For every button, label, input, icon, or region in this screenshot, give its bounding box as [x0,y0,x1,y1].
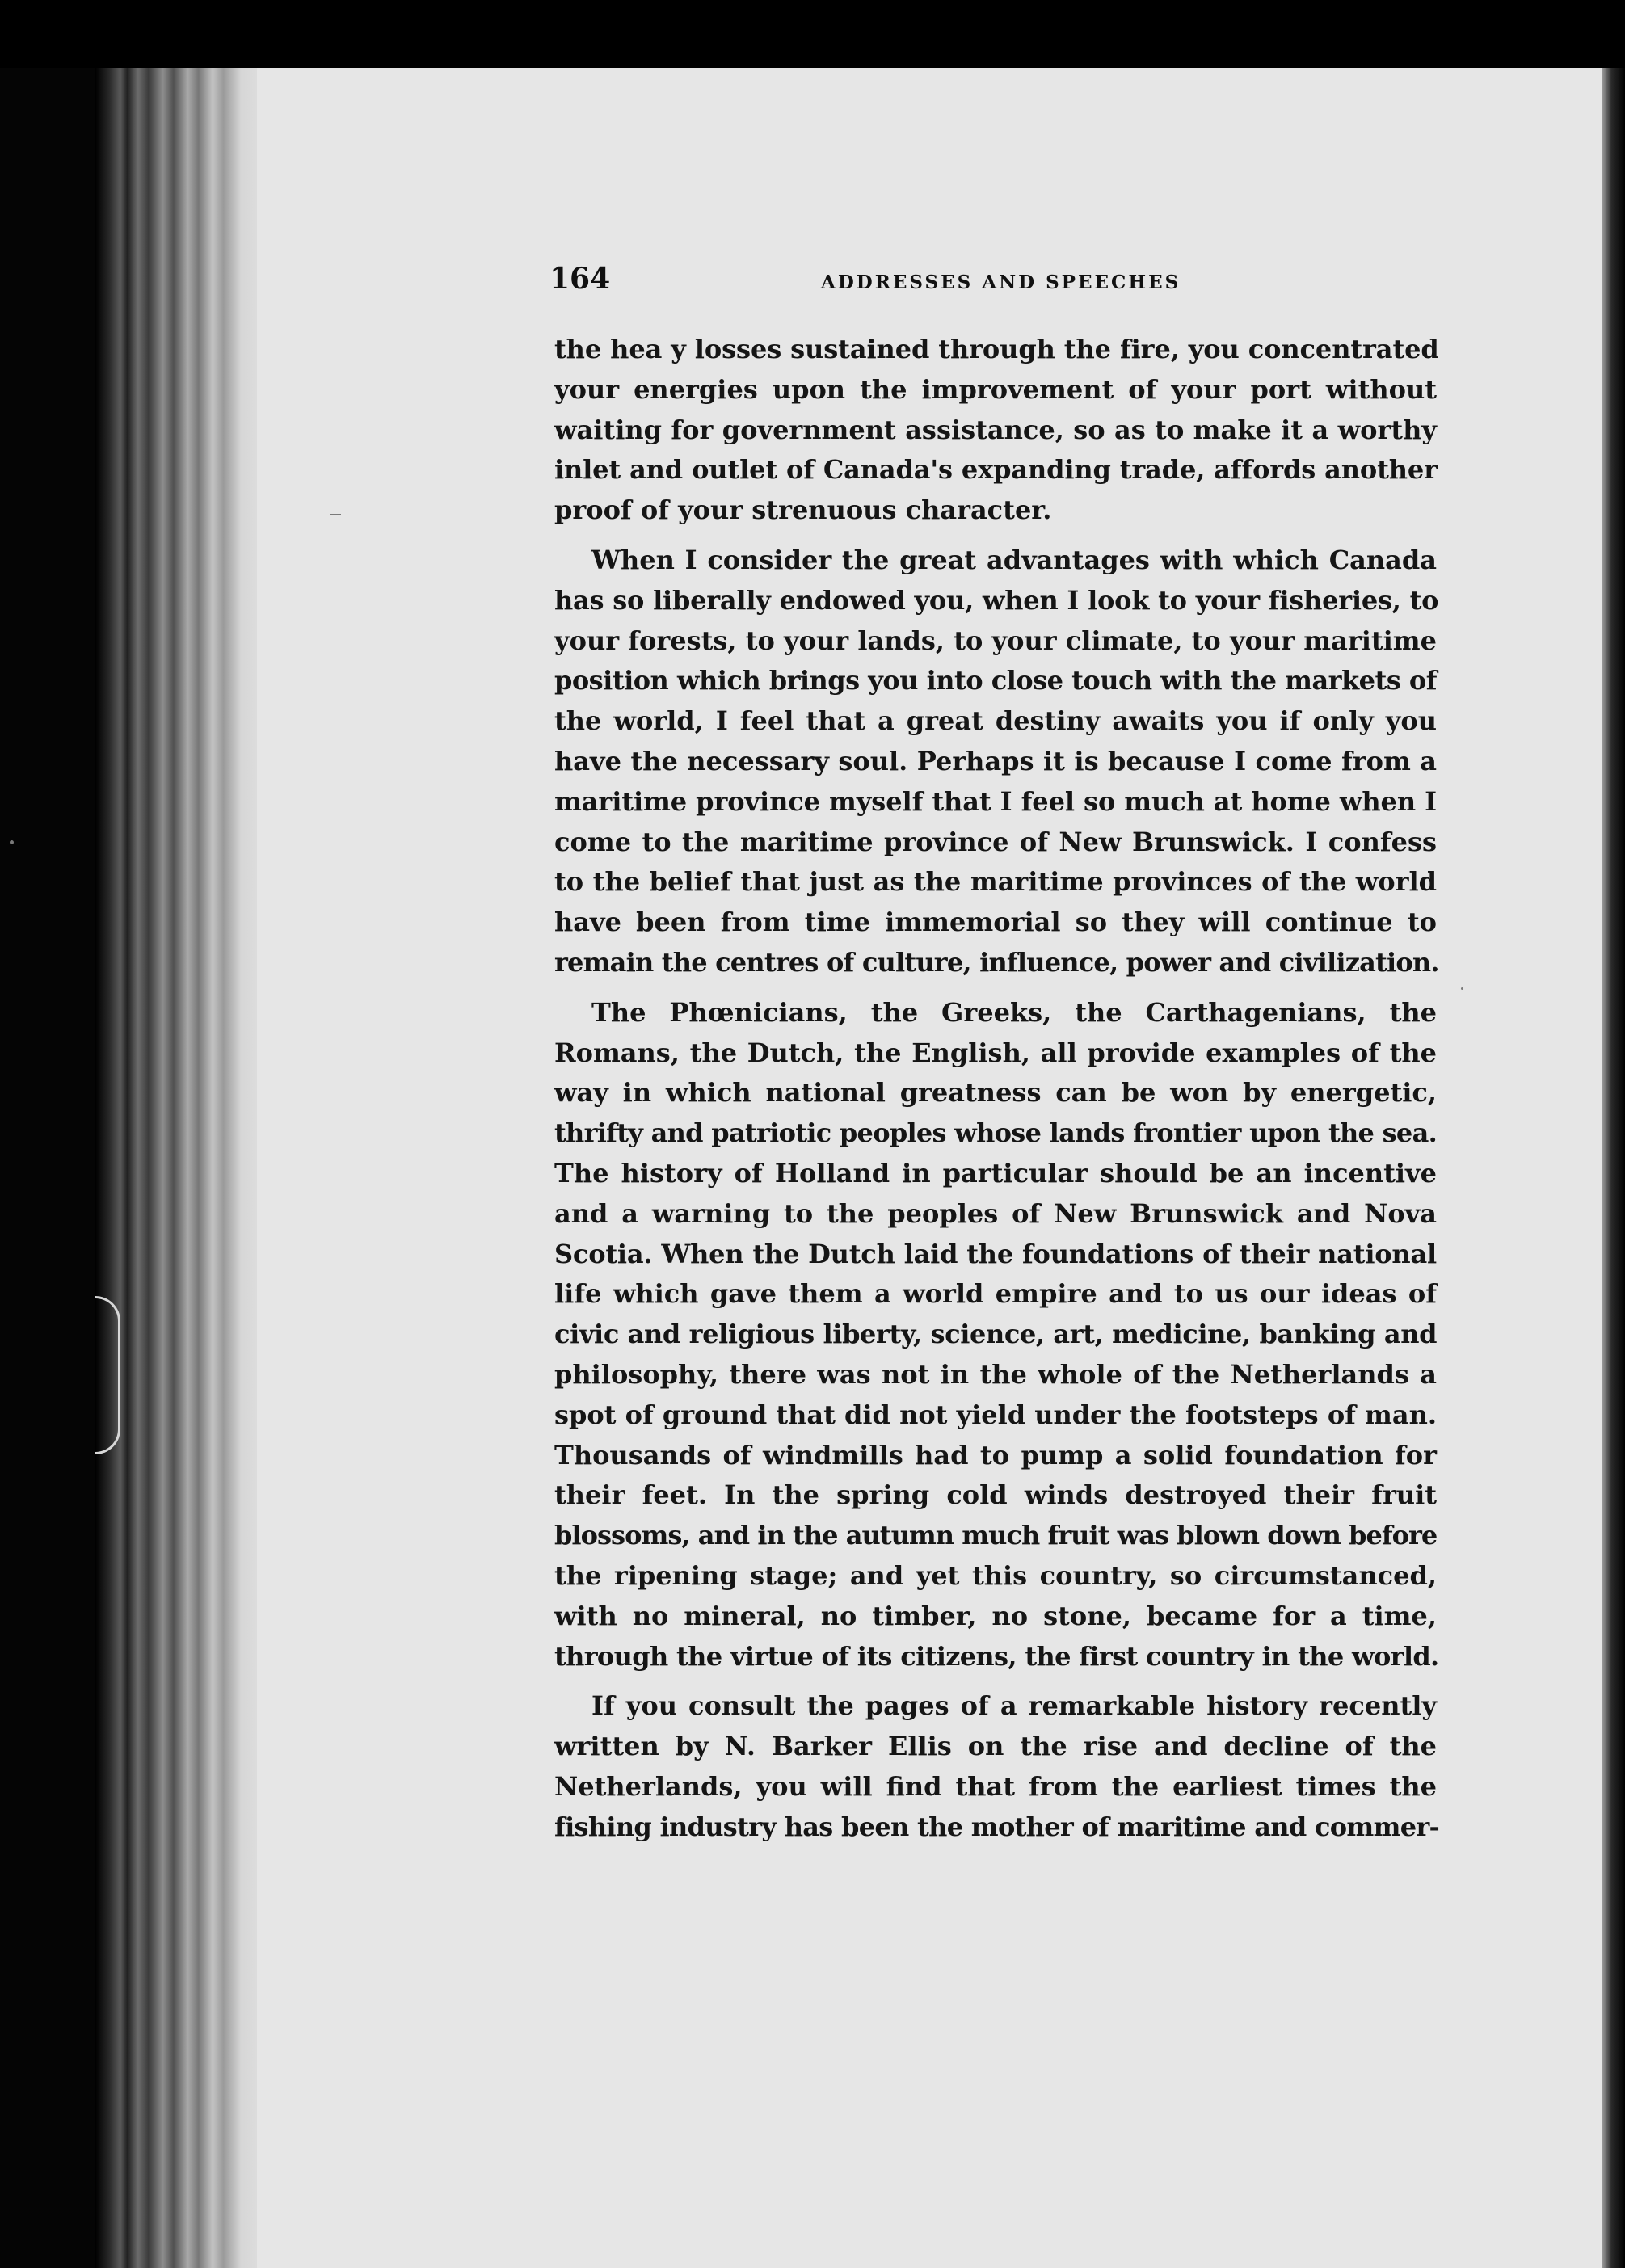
paragraph [554,330,1437,531]
text-line: Netherlands, you will find that from the earliest times the [554,1770,1437,1802]
running-head: ADDRESSES AND SPEECHES [821,271,1181,293]
text-line: your forests, to your lands, to your climate, to your maritime [554,625,1437,656]
paragraph [554,1686,1440,1847]
text-line: civic and religious liberty, science, art, medicine, banking and [554,1319,1438,1350]
text-line: spot of ground that did not yield under the footsteps of man. [554,1399,1437,1430]
page-header [549,262,1438,299]
text-line: Romans, the Dutch, the English, all provide examples of the [554,1037,1437,1068]
text-line: When I consider the great advantages with which Canada [591,544,1437,575]
text-line: their feet. In the spring cold winds destroyed their fruit [554,1479,1437,1511]
text-line: Scotia. When the Dutch laid the foundations of their national [554,1238,1437,1269]
scan-top-border [0,0,1625,68]
text-line: position which brings you into close touch with the markets of [554,665,1437,696]
text-line: blossoms, and in the autumn much fruit was blown down before [554,1520,1438,1551]
scan-speck [1461,987,1463,990]
text-line: the hea y losses sustained through the fire, you concentrated [554,334,1439,364]
text-line: your energies upon the improvement of your port without [554,373,1437,405]
paragraph [554,993,1437,1677]
binding-crease [95,1296,120,1454]
text-line: remain the centres of culture, influence, power and civilization. [554,946,1439,978]
text-line: the ripening stage; and yet this country, so circumstanced, [554,1559,1437,1591]
text-line: fishing industry has been the mother of maritime and commer- [554,1811,1440,1842]
text-line: thrifty and patriotic peoples whose lands frontier upon the sea. [554,1117,1437,1149]
text-line: philosophy, there was not in the whole of the Netherlands a [554,1358,1437,1390]
page-edge-shadow [1602,68,1625,2268]
text-line: have the necessary soul. Perhaps it is because I come from a [554,745,1437,776]
text-line: Thousands of windmills had to pump a solid foundation for [554,1439,1437,1471]
text-line: written by N. Barker Ellis on the rise and decline of the [554,1731,1437,1762]
text-line: The Phœnicians, the Greeks, the Carthagenians, the [591,996,1437,1028]
book-binding-shadow [95,68,273,2268]
text-line: The history of Holland in particular should be an incentive [554,1157,1437,1189]
text-line: waiting for government assistance, so as to make it a worthy [554,414,1437,445]
text-line: and a warning to the peoples of New Brunswick and Nova [554,1197,1437,1229]
paragraph [554,541,1437,983]
paragraph-gap [554,1677,1437,1686]
text-line: has so liberally endowed you, when I look to your fisheries, to [554,584,1439,616]
text-line: to the belief that just as the maritime provinces of the world [554,866,1437,898]
text-line: way in which national greatness can be won by energetic, [554,1077,1437,1109]
body-text [554,330,1440,1847]
text-line: life which gave them a world empire and to us our ideas of [554,1278,1437,1310]
paragraph-gap [554,983,1437,993]
page-number: 164 [549,262,611,296]
text-line: inlet and outlet of Canada's expanding trade, affords another [554,454,1438,486]
text-line: If you consult the pages of a remarkable history recently [591,1690,1437,1722]
text-line: maritime province myself that I feel so much at home when I [554,785,1437,817]
scan-speck [10,840,14,844]
text-line: have been from time immemorial so they will continue to [554,907,1437,938]
text-line: proof of your strenuous character. [554,494,1052,526]
text-line: the world, I feel that a great destiny awaits you if only you [554,705,1437,737]
paragraph-gap [554,531,1437,541]
text-line: through the virtue of its citizens, the first country in the world. [554,1640,1439,1672]
text-line: come to the maritime province of New Brunswick. I confess [554,826,1437,857]
scan-speck [330,514,341,515]
text-line: with no mineral, no timber, no stone, became for a time, [554,1600,1437,1631]
